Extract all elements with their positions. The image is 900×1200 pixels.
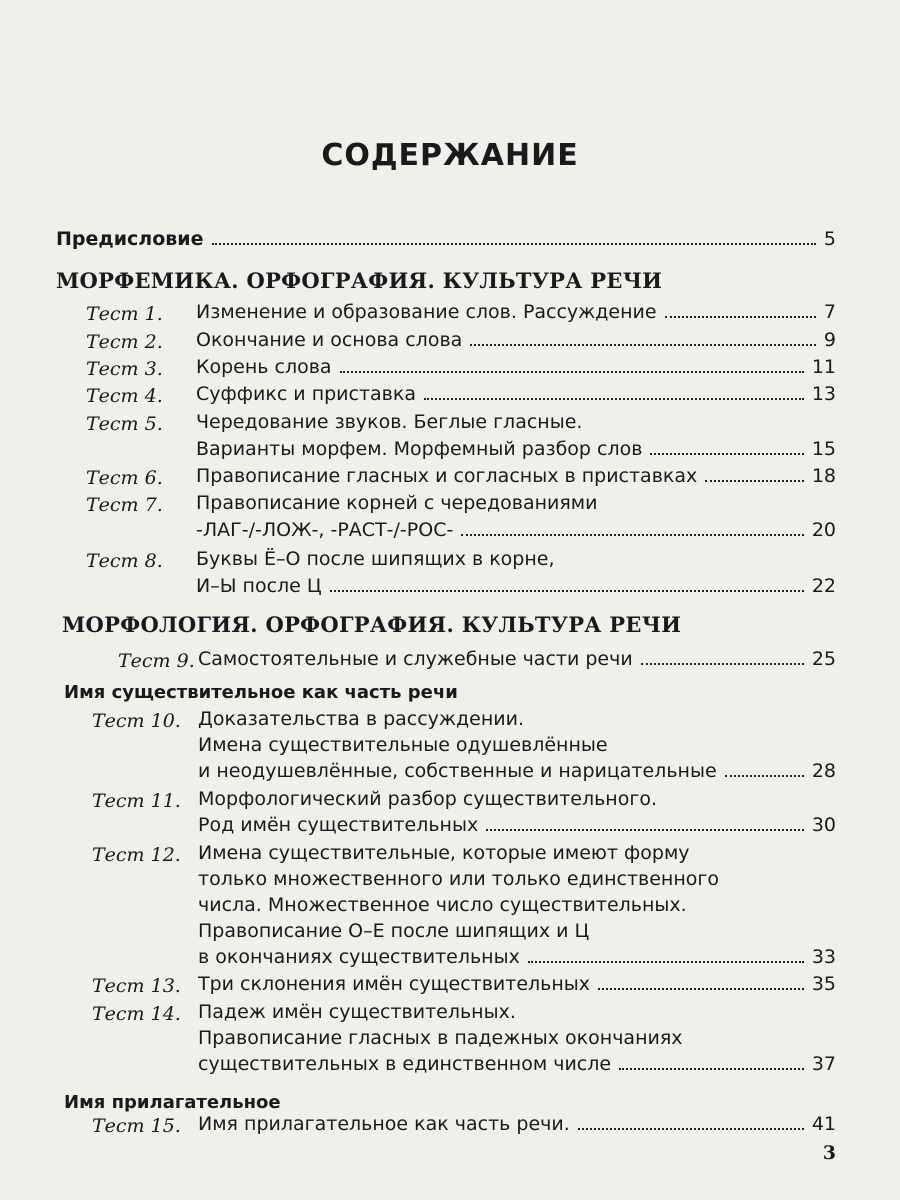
section-heading-morphemics: МОРФЕМИКА. ОРФОГРАФИЯ. КУЛЬТУРА РЕЧИ (56, 268, 663, 293)
test-label: Тест 10. (92, 710, 181, 732)
entry-text-line: Правописание О–Е после шипящих и Ц (198, 920, 590, 942)
toc-entry-test-7 (196, 519, 836, 541)
test-label: Тест 6. (86, 467, 163, 489)
leader-dots (470, 344, 816, 346)
entry-text-line: Правописание гласных в падежных окончаниях (198, 1027, 683, 1049)
test-label: Тест 1. (86, 303, 163, 325)
test-label: Тест 14. (92, 1003, 181, 1025)
entry-text: существительных в единственном числе (198, 1053, 612, 1075)
entry-text: Род имён существительных (198, 814, 479, 836)
entry-text-line: только множественного или только единственного (198, 868, 720, 890)
entry-text: Имя прилагательное как часть речи. (198, 1113, 570, 1135)
leader-dots (705, 480, 804, 482)
leader-dots (641, 663, 804, 665)
entry-page: 22 (811, 575, 836, 597)
toc-entry-test-5 (196, 438, 836, 460)
leader-dots (528, 961, 804, 963)
entry-text: Корень слова (196, 356, 332, 378)
entry-page: 7 (823, 301, 836, 323)
toc-entry-test-13 (198, 973, 836, 995)
leader-dots (619, 1068, 804, 1070)
entry-page: 30 (811, 814, 836, 836)
test-label: Тест 9. (118, 650, 195, 672)
entry-text-line: Имена существительные одушевлённые (198, 734, 608, 756)
toc-entry-test-14 (198, 1053, 836, 1075)
entry-text: Три склонения имён существительных (198, 973, 591, 995)
leader-dots (578, 1128, 804, 1130)
entry-text-line: Имена существительные, которые имеют форму (198, 842, 690, 864)
toc-entry-test-15 (198, 1113, 836, 1135)
entry-page: 41 (811, 1113, 836, 1135)
page-title: СОДЕРЖАНИЕ (321, 138, 579, 173)
toc-entry-test-10 (198, 760, 836, 782)
leader-dots (340, 371, 804, 373)
entry-text: Суффикс и приставка (196, 383, 417, 405)
test-label: Тест 15. (92, 1115, 181, 1137)
entry-text-line: числа. Множественное число существительных. (198, 894, 687, 916)
entry-text: Варианты морфем. Морфемный разбор слов (196, 438, 643, 460)
entry-page: 13 (811, 383, 836, 405)
test-label: Тест 2. (86, 331, 163, 353)
entry-text: Изменение и образование слов. Рассуждение (196, 301, 657, 323)
entry-text: в окончаниях существительных (198, 946, 520, 968)
entry-text: -ЛАГ-/-ЛОЖ-, -РАСТ-/-РОС- (196, 519, 454, 541)
entry-page: 20 (811, 519, 836, 541)
entry-text-line: Чередование звуков. Беглые гласные. (196, 411, 583, 433)
test-label: Тест 5. (86, 413, 163, 435)
entry-page: 25 (811, 648, 836, 670)
entry-text-line: Морфологический разбор существительного. (198, 788, 657, 810)
toc-entry-test-2 (196, 329, 836, 351)
leader-dots (486, 829, 804, 831)
leader-dots (461, 534, 803, 536)
entry-page: 28 (811, 760, 836, 782)
entry-page: 37 (811, 1053, 836, 1075)
toc-entry-preface (56, 228, 836, 250)
test-label: Тест 4. (86, 385, 163, 407)
entry-text: Правописание гласных и согласных в приставках (196, 465, 698, 487)
preface-page: 5 (823, 228, 836, 250)
toc-entry-test-9 (198, 648, 836, 670)
toc-entry-test-1 (196, 301, 836, 323)
test-label: Тест 12. (92, 844, 181, 866)
entry-text-line: Правописание корней с чередованиями (196, 492, 598, 514)
entry-text-line: Доказательства в рассуждении. (198, 708, 525, 730)
entry-text: Окончание и основа слова (196, 329, 463, 351)
leader-dots (725, 775, 804, 777)
toc-entry-test-11 (198, 814, 836, 836)
section-heading-morphology: МОРФОЛОГИЯ. ОРФОГРАФИЯ. КУЛЬТУРА РЕЧИ (62, 612, 682, 637)
entry-page: 15 (811, 438, 836, 460)
leader-dots (424, 398, 804, 400)
toc-entry-test-12 (198, 946, 836, 968)
toc-entry-test-8 (196, 575, 836, 597)
entry-text-line: Буквы Ё–О после шипящих в корне, (196, 548, 555, 570)
leader-dots (650, 453, 803, 455)
entry-page: 18 (811, 465, 836, 487)
leader-dots (212, 243, 816, 245)
entry-page: 11 (811, 356, 836, 378)
test-label: Тест 3. (86, 358, 163, 380)
test-label: Тест 7. (86, 494, 163, 516)
test-label: Тест 11. (92, 790, 181, 812)
entry-text: Самостоятельные и служебные части речи (198, 648, 633, 670)
subsection-heading-adjective: Имя прилагательное (64, 1092, 281, 1113)
toc-entry-test-6 (196, 465, 836, 487)
subsection-heading-noun: Имя существительное как часть речи (64, 682, 458, 703)
entry-page: 35 (811, 973, 836, 995)
preface-label: Предисловие (56, 228, 204, 250)
toc-entry-test-4 (196, 383, 836, 405)
entry-page: 33 (811, 946, 836, 968)
toc-entry-test-3 (196, 356, 836, 378)
leader-dots (330, 590, 804, 592)
entry-text: И–Ы после Ц (196, 575, 322, 597)
entry-page: 9 (823, 329, 836, 351)
entry-text-line: Падеж имён существительных. (198, 1001, 516, 1023)
test-label: Тест 8. (86, 550, 163, 572)
page-number: 3 (822, 1142, 836, 1164)
entry-text: и неодушевлённые, собственные и нарицательные (198, 760, 717, 782)
test-label: Тест 13. (92, 975, 181, 997)
leader-dots (665, 316, 816, 318)
leader-dots (598, 988, 804, 990)
